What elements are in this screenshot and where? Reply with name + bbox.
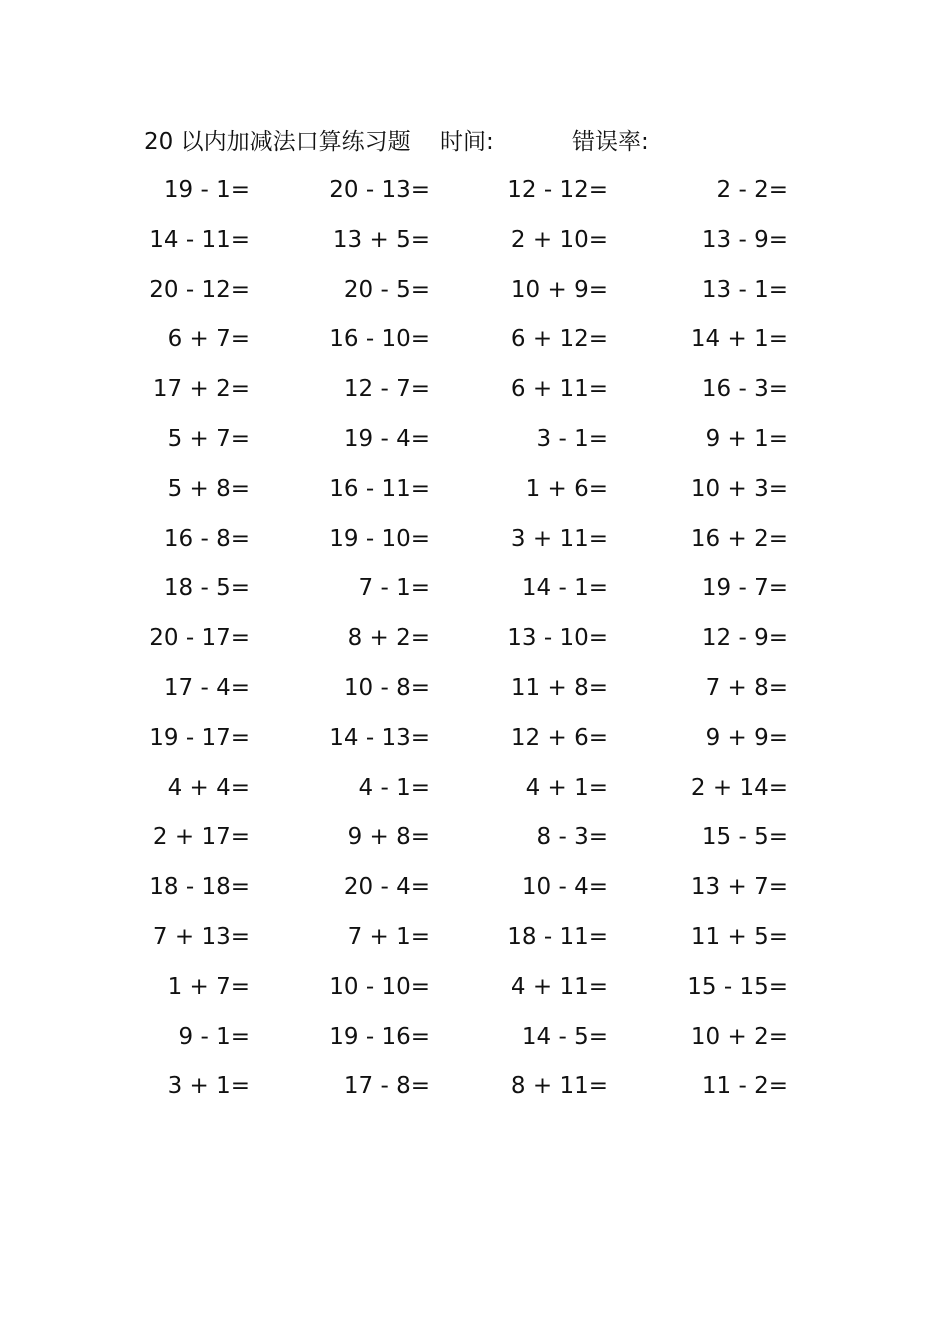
math-problem: 5 + 8=	[167, 475, 250, 502]
math-problem: 20 - 17=	[149, 625, 250, 652]
math-problem: 20 - 12=	[149, 276, 250, 303]
math-problem: 16 - 3=	[701, 376, 788, 403]
math-problem: 18 - 5=	[163, 575, 250, 602]
math-problem: 7 - 1=	[358, 575, 430, 602]
math-problem: 13 - 9=	[701, 226, 788, 253]
problem-row	[130, 768, 810, 818]
worksheet-title: 20 以内加减法口算练习题	[144, 129, 411, 155]
problem-row	[130, 369, 810, 419]
problem-row	[130, 917, 810, 967]
math-problem: 19 - 17=	[149, 724, 250, 751]
math-problem: 14 - 13=	[329, 724, 430, 751]
math-problem: 9 - 1=	[178, 1023, 250, 1050]
math-problem: 13 + 7=	[690, 874, 788, 901]
problem-row	[130, 568, 810, 618]
math-problem: 19 - 4=	[343, 425, 430, 452]
math-problem: 3 - 1=	[536, 425, 608, 452]
math-problem: 7 + 13=	[152, 923, 250, 950]
math-problem: 19 - 16=	[329, 1023, 430, 1050]
math-problem: 10 + 9=	[510, 276, 608, 303]
math-problem: 4 + 1=	[525, 774, 608, 801]
math-problem: 11 + 8=	[510, 674, 608, 701]
math-problem: 14 - 1=	[521, 575, 608, 602]
math-problem: 12 - 12=	[507, 177, 608, 203]
math-problem: 8 + 11=	[510, 1073, 608, 1100]
math-problem: 18 - 18=	[149, 874, 250, 901]
problem-row	[130, 1066, 810, 1116]
math-problem: 12 - 9=	[701, 625, 788, 652]
math-problem: 16 - 10=	[329, 326, 430, 353]
math-problem: 2 + 14=	[690, 774, 788, 801]
math-problem: 9 + 8=	[347, 824, 430, 851]
problem-row	[130, 668, 810, 718]
math-problem: 8 - 3=	[536, 824, 608, 851]
math-problem: 6 + 11=	[510, 376, 608, 403]
problem-row	[130, 519, 810, 569]
problem-row	[130, 170, 810, 220]
problem-row	[130, 618, 810, 668]
math-problem: 17 - 4=	[163, 674, 250, 701]
math-problem: 8 + 2=	[347, 625, 430, 652]
problem-row	[130, 718, 810, 768]
problem-row	[130, 220, 810, 270]
math-problem: 2 + 17=	[152, 824, 250, 851]
math-problem: 15 - 5=	[701, 824, 788, 851]
math-problem: 20 - 5=	[343, 276, 430, 303]
math-problem: 18 - 11=	[507, 923, 608, 950]
problem-row	[130, 270, 810, 320]
math-problem: 16 - 8=	[163, 525, 250, 552]
time-label: 时间:	[440, 129, 494, 155]
math-problem: 1 + 7=	[167, 973, 250, 1000]
math-problem: 10 + 2=	[690, 1023, 788, 1050]
math-problem: 4 - 1=	[358, 774, 430, 801]
math-problem: 13 - 1=	[701, 276, 788, 303]
math-problem: 19 - 10=	[329, 525, 430, 552]
math-problem: 10 - 10=	[329, 973, 430, 1000]
math-problem: 14 + 1=	[690, 326, 788, 353]
math-problem: 12 + 6=	[510, 724, 608, 751]
math-problem: 4 + 4=	[167, 774, 250, 801]
problem-row	[130, 867, 810, 917]
math-problem: 14 - 11=	[149, 226, 250, 253]
problem-row	[130, 817, 810, 867]
problem-row	[130, 967, 810, 1017]
math-problem: 19 - 7=	[701, 575, 788, 602]
math-problem: 20 - 13=	[329, 177, 430, 203]
math-problem: 10 - 8=	[343, 674, 430, 701]
math-problem: 6 + 7=	[167, 326, 250, 353]
math-problem: 17 - 8=	[343, 1073, 430, 1100]
math-problem: 11 - 2=	[701, 1073, 788, 1100]
problem-row	[130, 1017, 810, 1067]
math-problem: 16 - 11=	[329, 475, 430, 502]
math-problem: 10 + 3=	[690, 475, 788, 502]
problem-row	[130, 419, 810, 469]
math-problem: 4 + 11=	[510, 973, 608, 1000]
math-problem: 6 + 12=	[510, 326, 608, 353]
math-problem: 19 - 1=	[163, 177, 250, 203]
math-problem: 17 + 2=	[152, 376, 250, 403]
math-problem: 2 + 10=	[510, 226, 608, 253]
math-problem: 15 - 15=	[687, 973, 788, 1000]
problem-row	[130, 319, 810, 369]
math-problem: 13 - 10=	[507, 625, 608, 652]
math-problem: 13 + 5=	[332, 226, 430, 253]
math-problem: 16 + 2=	[690, 525, 788, 552]
math-problem: 5 + 7=	[167, 425, 250, 452]
math-problem: 9 + 9=	[705, 724, 788, 751]
math-problem: 10 - 4=	[521, 874, 608, 901]
math-problem: 3 + 11=	[510, 525, 608, 552]
math-problem: 1 + 6=	[525, 475, 608, 502]
math-problem: 2 - 2=	[716, 177, 788, 203]
math-problem: 14 - 5=	[521, 1023, 608, 1050]
math-problem: 7 + 8=	[705, 674, 788, 701]
math-problem: 12 - 7=	[343, 376, 430, 403]
math-problem: 11 + 5=	[690, 923, 788, 950]
math-problem: 9 + 1=	[705, 425, 788, 452]
math-problem: 20 - 4=	[343, 874, 430, 901]
problem-row	[130, 469, 810, 519]
problem-grid	[130, 170, 810, 1116]
error-rate-label: 错误率:	[572, 129, 649, 155]
math-problem: 7 + 1=	[347, 923, 430, 950]
math-problem: 3 + 1=	[167, 1073, 250, 1100]
